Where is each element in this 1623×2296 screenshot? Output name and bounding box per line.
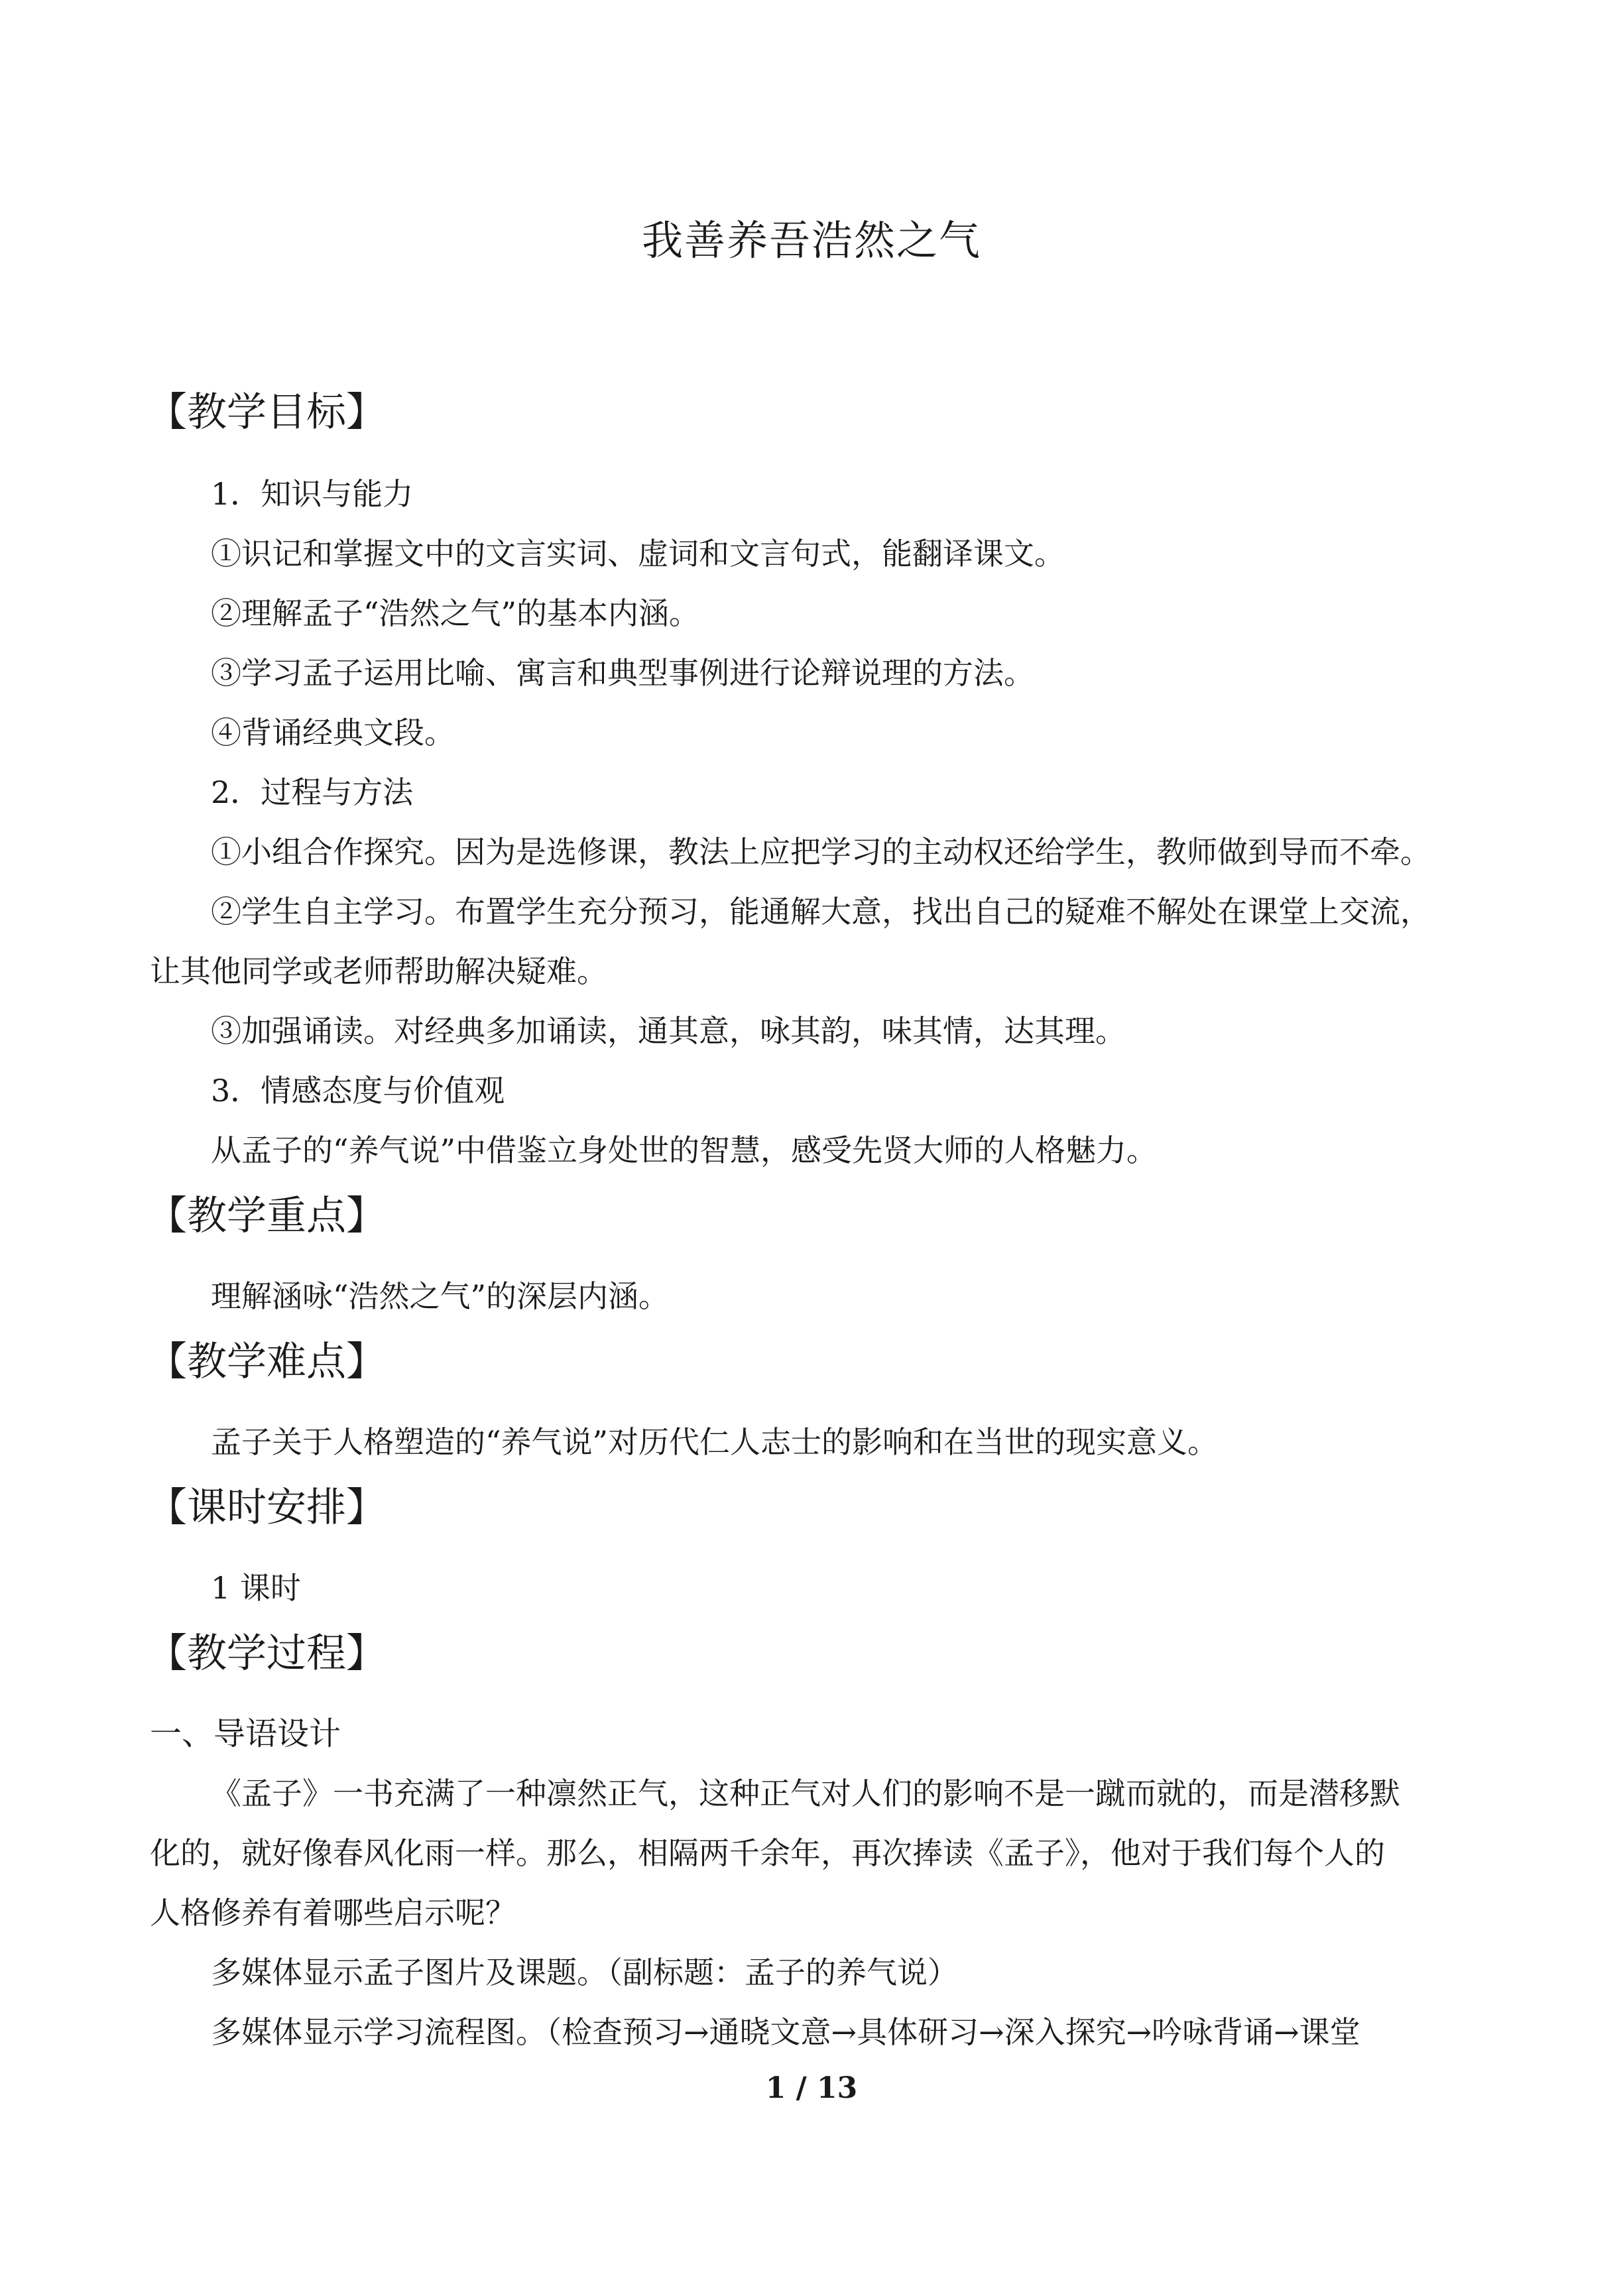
objective-line: 3．情感态度与价值观 <box>211 1073 505 1109</box>
section-heading-process: 【教学过程】 <box>147 1630 386 1677</box>
key-point-line: 理解涵咏“浩然之气”的深层内涵。 <box>211 1278 670 1314</box>
document-title: 我善养吾浩然之气 <box>641 216 981 265</box>
process-line: 人格修养有着哪些启示呢？ <box>150 1895 516 1931</box>
objective-line: 让其他同学或老师帮助解决疑难。 <box>150 953 607 989</box>
process-line: 多媒体显示学习流程图。（检查预习→通晓文意→具体研习→深入探究→吟咏背诵→课堂 <box>211 2014 1360 2050</box>
objective-line: ③加强诵读。对经典多加诵读，通其意，咏其韵，味其情，达其理。 <box>211 1013 1126 1049</box>
process-line: 《孟子》一书充满了一种凛然正气，这种正气对人们的影响不是一蹴而就的，而是潜移默 <box>211 1776 1400 1811</box>
difficulty-line: 孟子关于人格塑造的“养气说”对历代仁人志士的影响和在当世的现实意义。 <box>211 1424 1219 1460</box>
section-heading-objectives: 【教学目标】 <box>147 389 386 436</box>
objective-line: ②理解孟子“浩然之气”的基本内涵。 <box>211 595 700 631</box>
section-heading-schedule: 【课时安排】 <box>147 1484 386 1531</box>
page-number: 1 / 13 <box>765 2071 858 2105</box>
schedule-line: 1 课时 <box>211 1570 301 1606</box>
process-line: 化的，就好像春风化雨一样。那么，相隔两千余年，再次捧读《孟子》，他对于我们每个人的 <box>150 1835 1385 1871</box>
objective-line: 从孟子的“养气说”中借鉴立身处世的智慧，感受先贤大师的人格魅力。 <box>211 1132 1158 1168</box>
objective-line: 2．过程与方法 <box>211 774 414 810</box>
section-heading-key-points: 【教学重点】 <box>147 1193 386 1239</box>
objective-line: ②学生自主学习。布置学生充分预习，能通解大意，找出自己的疑难不解处在课堂上交流， <box>211 894 1431 930</box>
process-line: 多媒体显示孟子图片及课题。（副标题：孟子的养气说） <box>211 1955 958 1990</box>
objective-line: 1．知识与能力 <box>211 476 414 512</box>
objective-line: ④背诵经典文段。 <box>211 715 455 751</box>
section-heading-difficulties: 【教学难点】 <box>147 1339 386 1385</box>
objective-line: ③学习孟子运用比喻、寓言和典型事例进行论辩说理的方法。 <box>211 655 1034 691</box>
process-subheading: 一、导语设计 <box>150 1715 341 1752</box>
objective-line: ①识记和掌握文中的文言实词、虚词和文言句式，能翻译课文。 <box>211 536 1065 572</box>
objective-line: ①小组合作探究。因为是选修课，教法上应把学习的主动权还给学生，教师做到导而不牵。 <box>211 834 1431 870</box>
